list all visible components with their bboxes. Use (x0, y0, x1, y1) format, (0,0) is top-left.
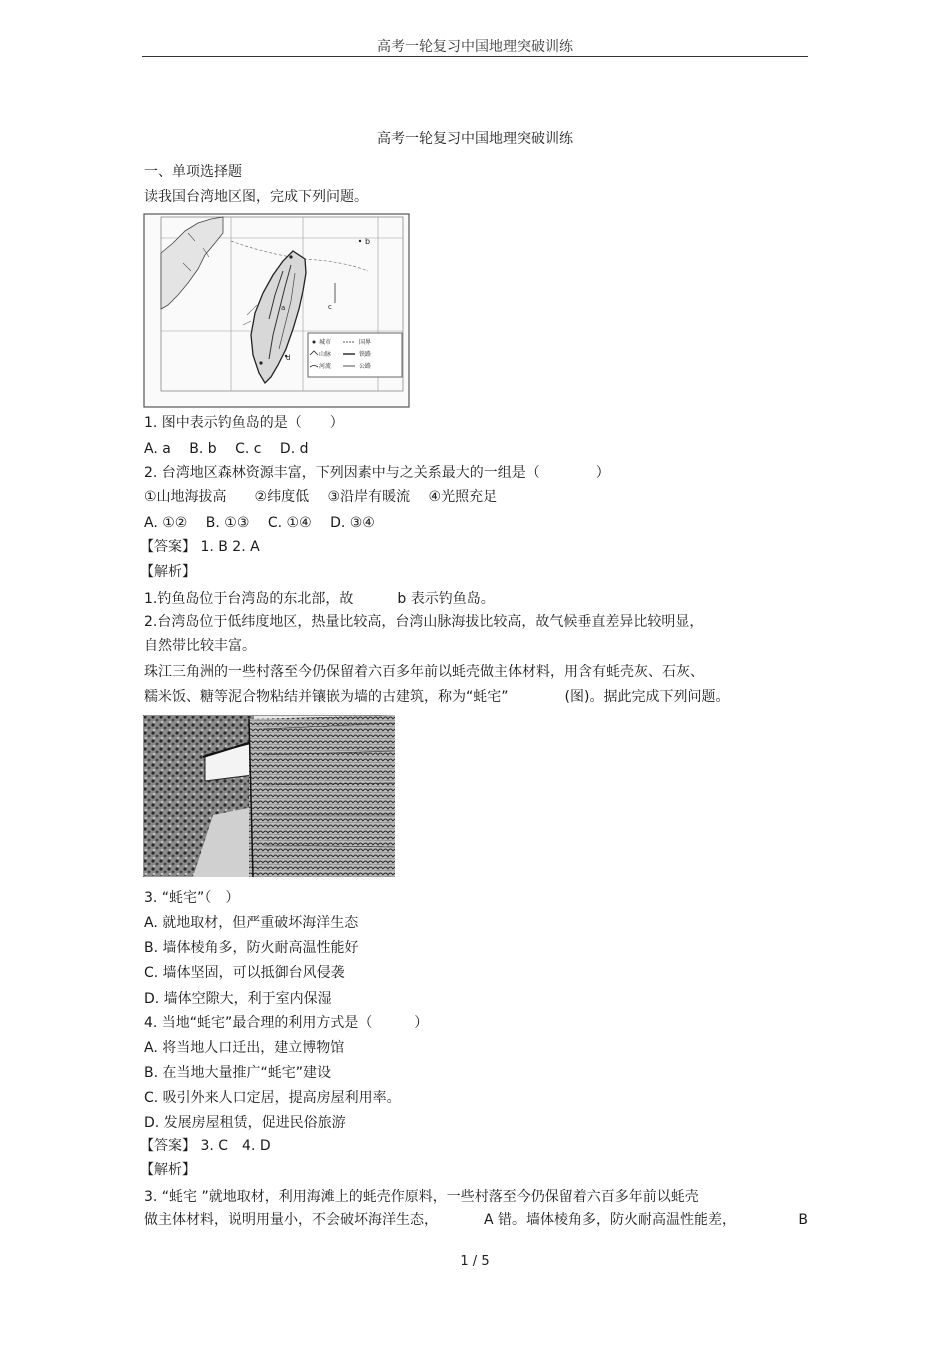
analysis-label-2: 【解析】 (140, 1162, 196, 1178)
analysis-2-line-2 (144, 1211, 808, 1229)
passage-line-2 (144, 688, 729, 706)
legend-road: 公路 (359, 363, 372, 370)
analysis-1-line-1-part-a: 1.钓鱼岛位于台湾岛的东北部，故 (144, 591, 354, 607)
map-label-c: c (328, 303, 332, 311)
answer-block-2: 【答案】 3. C 4. D (140, 1138, 271, 1154)
q3-stem: 3. “蚝宅”（ ） (144, 890, 240, 906)
analysis-2-line-1: 3. “蚝宅 ”就地取材，利用海滩上的蚝壳作原料，一些村落至今仍保留着六百多年前以蚝壳 (144, 1189, 699, 1205)
q4-option-c: C. 吸引外来人口定居，提高房屋利用率。 (144, 1090, 401, 1106)
q1-stem: 1. 图中表示钓鱼岛的是（ ） (144, 415, 344, 431)
document-title: 高考一轮复习中国地理突破训练 (377, 131, 573, 147)
page-number: 1 / 5 (460, 1254, 490, 1269)
q2-stem: 2. 台湾地区森林资源丰富，下列因素中与之关系最大的一组是（ ） (144, 465, 610, 481)
oyster-house-drawing (143, 715, 395, 877)
answer-block-1: 【答案】 1. B 2. A (140, 539, 260, 555)
map-label-b: b (365, 237, 371, 246)
section-intro: 读我国台湾地区图，完成下列问题。 (144, 189, 368, 205)
section-heading: 一、单项选择题 (144, 164, 242, 180)
passage-line-1: 珠江三角洲的一些村落至今仍保留着六百多年前以蚝壳做主体材料，用含有蚝壳灰、石灰、 (144, 664, 704, 680)
q3-option-b: B. 墙体棱角多，防火耐高温性能好 (144, 940, 359, 956)
q4-option-d: D. 发展房屋租赁，促进民俗旅游 (144, 1115, 346, 1131)
q3-option-d: D. 墙体空隙大，利于室内保湿 (144, 991, 332, 1007)
analysis-label-1: 【解析】 (140, 564, 196, 580)
q3-option-a: A. 就地取材，但严重破坏海洋生态 (144, 915, 359, 931)
taiwan-map-figure (143, 213, 410, 408)
legend-border: 国界 (359, 339, 372, 346)
q2-factors: ①山地海拔高 ②纬度低 ③沿岸有暖流 ④光照充足 (144, 489, 498, 505)
map-label-a: a (281, 304, 286, 312)
q4-option-a: A. 将当地人口迁出，建立博物馆 (144, 1040, 345, 1056)
legend-railway: 铁路 (359, 351, 372, 358)
passage-line-2-part-a: 糯米饭、糖等泥合物粘结并镶嵌为墙的古建筑，称为“蚝宅” (144, 689, 509, 705)
header-rule (142, 56, 808, 57)
q3-option-c: C. 墙体坚固，可以抵御台风侵袭 (144, 965, 345, 981)
analysis-1-line-1 (144, 590, 495, 608)
running-header: 高考一轮复习中国地理突破训练 (377, 39, 573, 55)
analysis-2-line-2-part-a: 做主体材料，说明用量小，不会破坏海洋生态， (144, 1212, 438, 1228)
passage-line-2-part-b: (图)。据此完成下列问题。 (564, 689, 730, 705)
taiwan-map-drawing (143, 213, 410, 408)
legend-city: 城市 (319, 339, 332, 346)
legend-mountain: 山脉 (319, 351, 332, 358)
analysis-1-line-1-part-b: b 表示钓鱼岛。 (397, 591, 495, 607)
analysis-1-line-3: 自然带比较丰富。 (144, 638, 256, 654)
q2-options: A. ①② B. ①③ C. ①④ D. ③④ (144, 515, 375, 531)
q1-options: A. a B. b C. c D. d (144, 441, 309, 457)
q4-option-b: B. 在当地大量推广“蚝宅”建设 (144, 1065, 332, 1081)
analysis-1-line-2: 2.台湾岛位于低纬度地区，热量比较高，台湾山脉海拔比较高，故气候垂直差异比较明显， (144, 614, 704, 630)
analysis-2-line-2-part-b: A 错。墙体棱角多，防火耐高温性能差， (484, 1212, 737, 1228)
q4-stem: 4. 当地“蚝宅”最合理的利用方式是（ ） (144, 1015, 429, 1031)
oyster-house-photo (143, 715, 395, 877)
analysis-2-line-2-part-c: B (798, 1212, 808, 1228)
map-label-d: d (286, 354, 291, 362)
legend-river: 河流 (319, 363, 332, 370)
